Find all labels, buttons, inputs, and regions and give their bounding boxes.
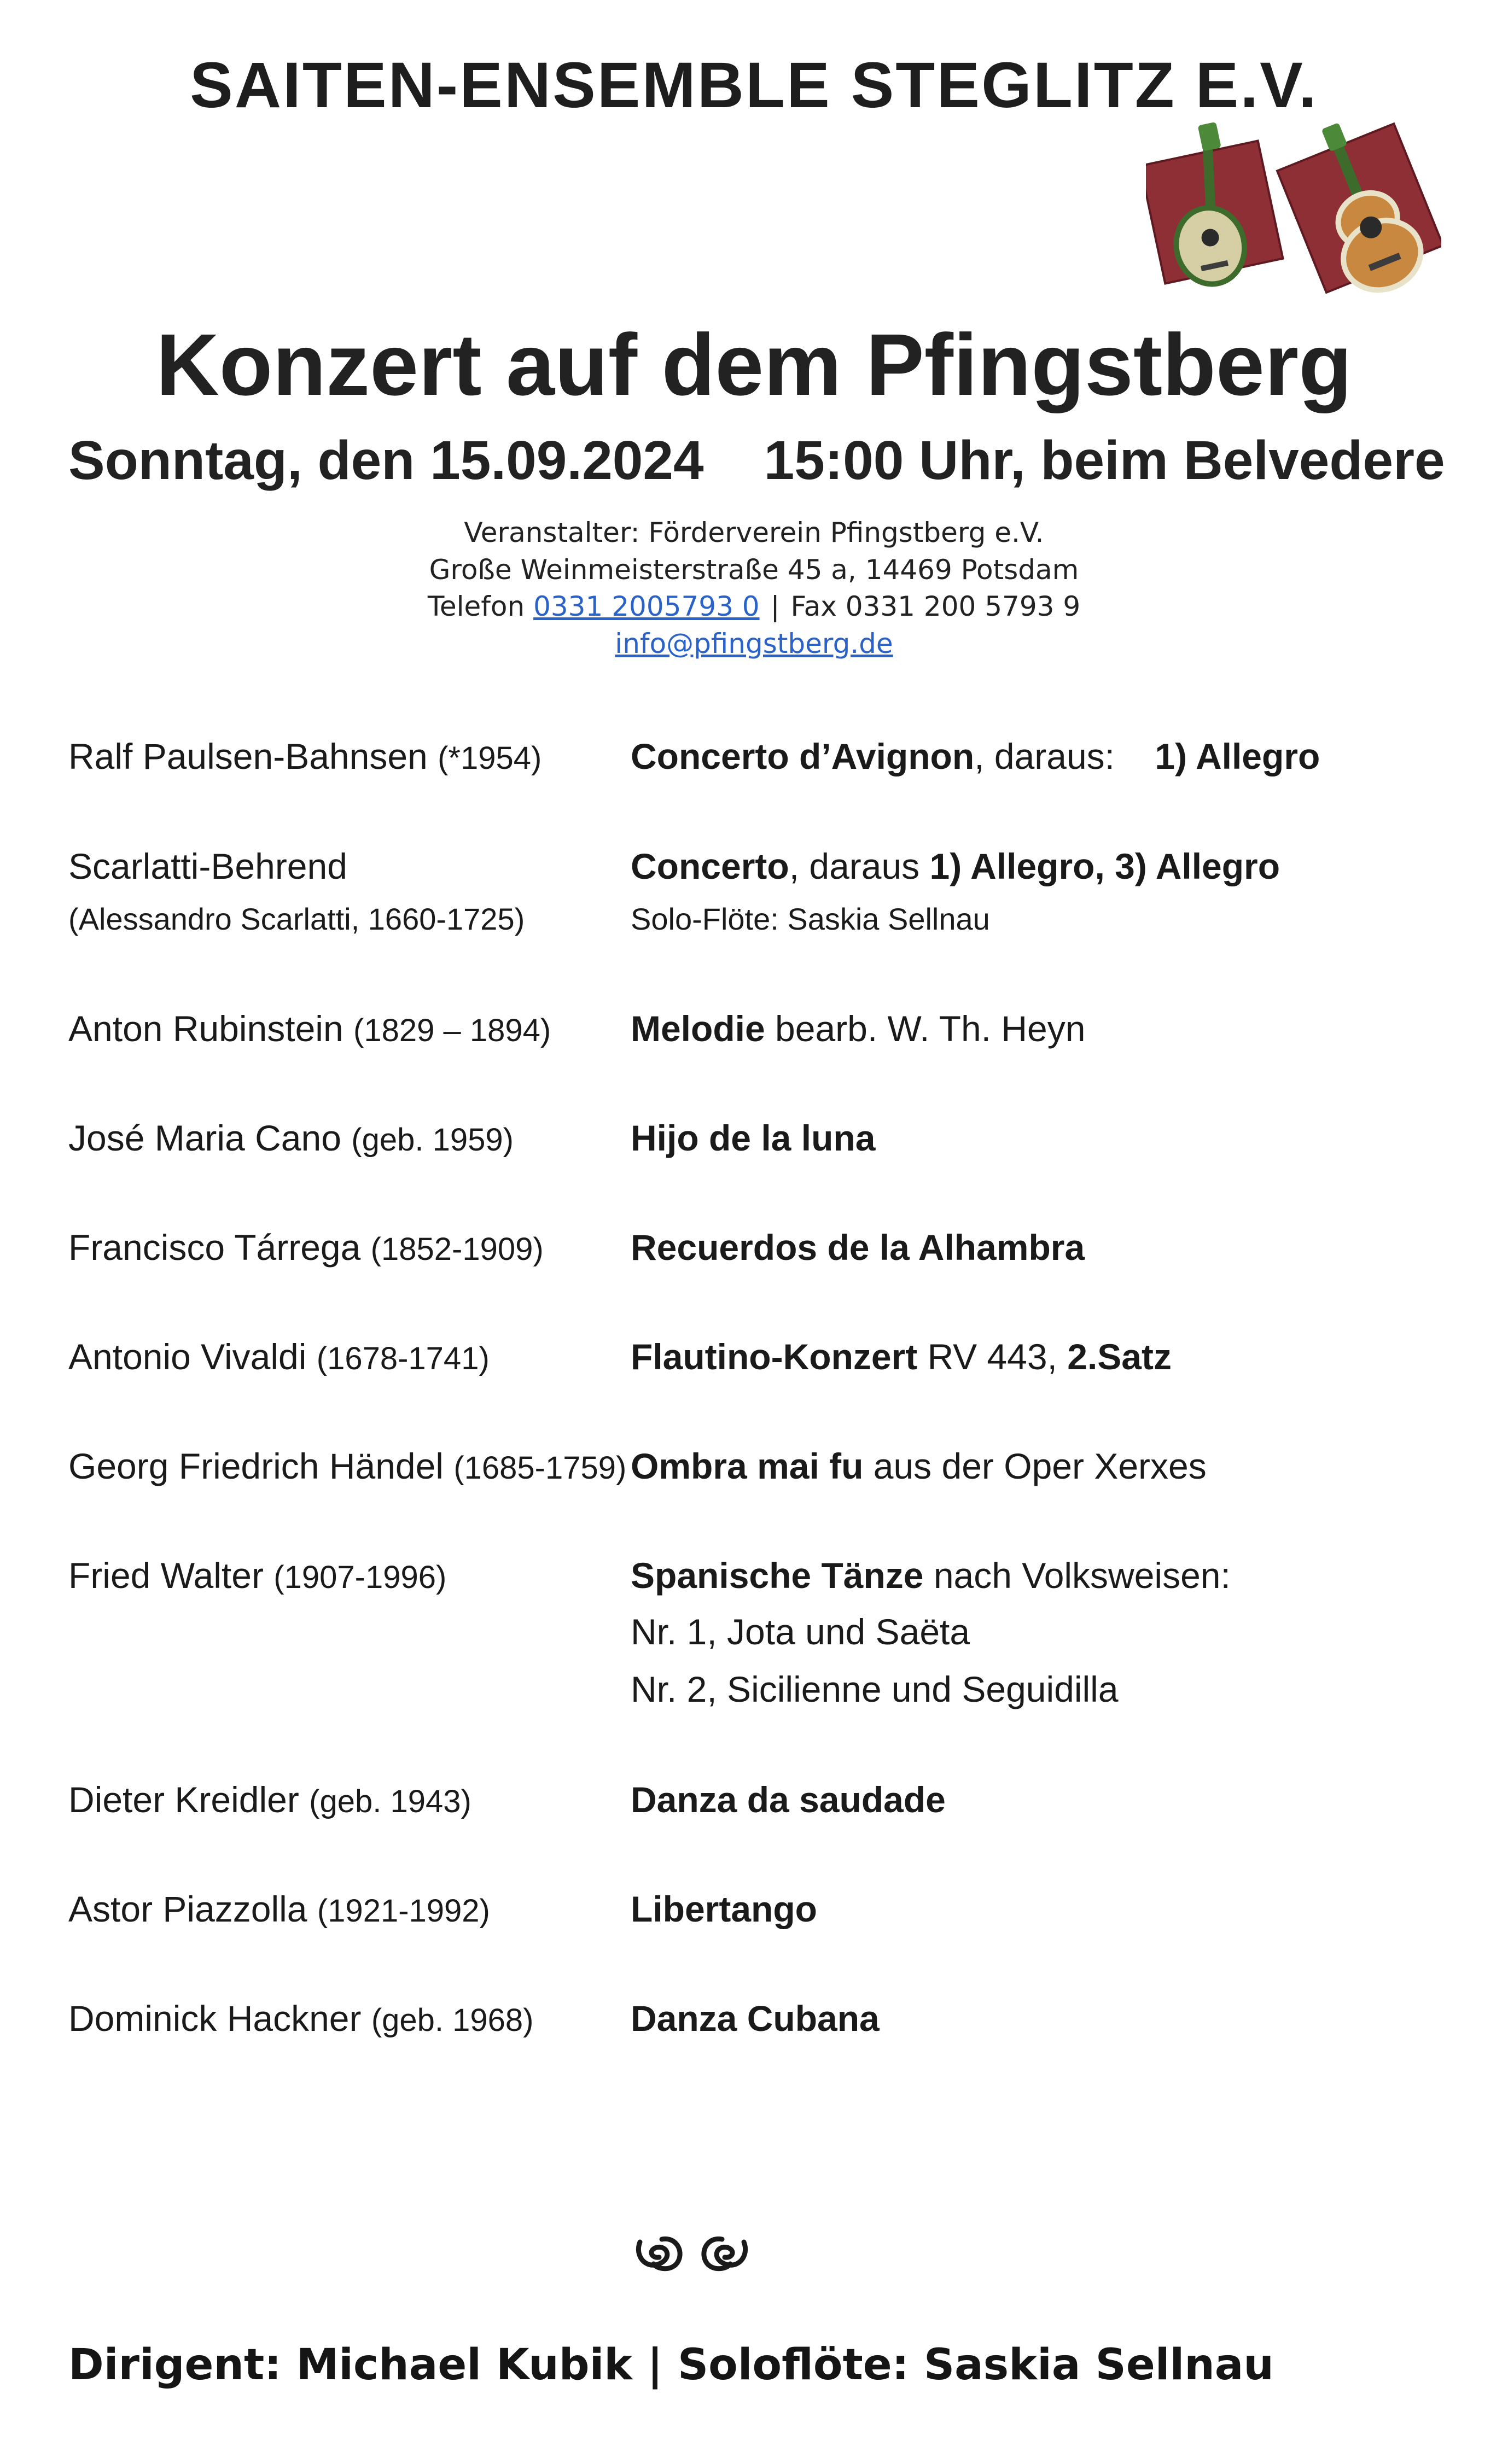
footer-credits: Dirigent: Michael Kubik | Soloflöte: Saskia Sellnau xyxy=(68,2340,1274,2390)
date-time-line xyxy=(68,429,1445,492)
piece: Concerto, daraus 1) Allegro, 3) Allegro xyxy=(631,846,1280,886)
composer: Fried Walter (1907-1996) xyxy=(68,1555,447,1596)
instruments-logo xyxy=(1146,119,1441,300)
piece: Melodie bearb. W. Th. Heyn xyxy=(631,1008,1086,1049)
concert-date: Sonntag, den 15.09.2024 xyxy=(68,430,704,491)
piece: Hijo de la luna xyxy=(631,1118,876,1158)
email-link[interactable]: info@pfingstberg.de xyxy=(615,628,893,659)
composer: Antonio Vivaldi (1678-1741) xyxy=(68,1336,490,1377)
piece: Recuerdos de la Alhambra xyxy=(631,1227,1085,1268)
mandolin-icon xyxy=(1146,119,1285,294)
organizer-line: Veranstalter: Förderverein Pfingstberg e.V. xyxy=(464,517,1044,548)
concert-title: Konzert auf dem Pfingstberg xyxy=(156,316,1352,413)
piece-subline: Solo-Flöte: Saskia Sellnau xyxy=(631,902,990,936)
piece: Ombra mai fu aus der Oper Xerxes xyxy=(631,1446,1207,1486)
phone-link[interactable]: 0331 2005793 0 xyxy=(533,591,760,622)
composer: Anton Rubinstein (1829 – 1894) xyxy=(68,1008,551,1049)
piece: Danza Cubana xyxy=(631,1998,880,2039)
fax-number: Fax 0331 200 5793 9 xyxy=(790,591,1081,622)
phone-label: Telefon xyxy=(427,591,525,622)
organizer-contact xyxy=(0,591,1508,622)
piece-line: Nr. 2, Sicilienne und Seguidilla xyxy=(631,1669,1119,1709)
contact-separator: | xyxy=(770,591,780,622)
guitar-icon xyxy=(1269,119,1441,300)
composer: Georg Friedrich Händel (1685-1759) xyxy=(68,1446,627,1486)
piece: Concerto d’Avignon, daraus: 1) Allegro xyxy=(631,736,1320,776)
fleuron-ornament-icon xyxy=(629,2226,755,2280)
composer: José Maria Cano (geb. 1959) xyxy=(68,1118,514,1158)
composer: Astor Piazzolla (1921-1992) xyxy=(68,1889,490,1929)
organizer-address: Große Weinmeisterstraße 45 a, 14469 Potsdam xyxy=(429,554,1079,586)
concert-time-place: 15:00 Uhr, beim Belvedere xyxy=(764,430,1445,491)
composer-subline: (Alessandro Scarlatti, 1660-1725) xyxy=(68,902,525,936)
piece: Danza da saudade xyxy=(631,1779,946,1820)
piece: Flautino-Konzert RV 443, 2.Satz xyxy=(631,1336,1172,1377)
org-title: SAITEN-ENSEMBLE STEGLITZ E.V. xyxy=(190,49,1318,121)
piece-line: Nr. 1, Jota und Saëta xyxy=(631,1611,970,1652)
composer: Ralf Paulsen-Bahnsen (*1954) xyxy=(68,736,542,776)
piece: Spanische Tänze nach Volksweisen: xyxy=(631,1555,1231,1596)
composer: Francisco Tárrega (1852-1909) xyxy=(68,1227,544,1268)
composer: Dieter Kreidler (geb. 1943) xyxy=(68,1779,471,1820)
composer: Scarlatti-Behrend xyxy=(68,846,347,886)
organizer-email-row xyxy=(0,628,1508,659)
piece: Libertango xyxy=(631,1889,817,1929)
composer: Dominick Hackner (geb. 1968) xyxy=(68,1998,534,2039)
